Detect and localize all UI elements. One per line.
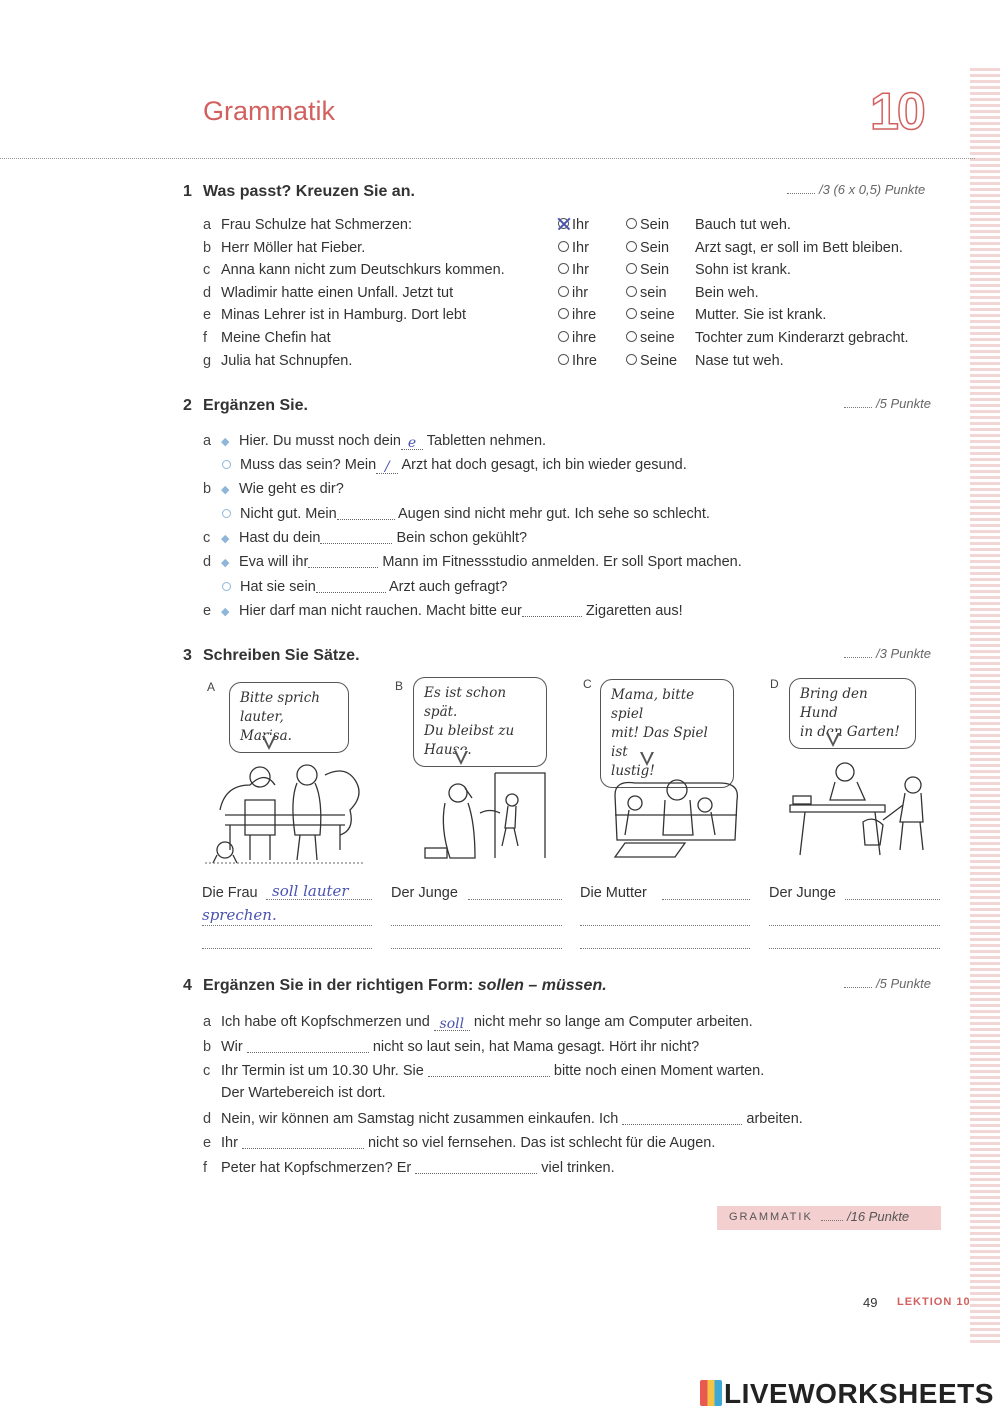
speech-bubble <box>229 682 349 753</box>
option-label: seine <box>640 330 675 346</box>
answer-line[interactable] <box>468 899 562 900</box>
section-2-heading: Ergänzen Sie. <box>203 397 308 414</box>
section-4-title <box>183 977 607 995</box>
answer-blank[interactable] <box>316 578 386 593</box>
item-letter: g <box>203 353 212 369</box>
item-text: Ihr Termin ist um 10.30 Uhr. Sie <box>221 1063 424 1079</box>
section-2-title <box>183 397 308 415</box>
total-points <box>821 1209 909 1224</box>
radio-circle-icon[interactable] <box>626 218 637 229</box>
line-text: Hier darf man nicht rauchen. Macht bitte eur <box>239 603 522 619</box>
section-4-heading-emphasis: sollen – müssen. <box>477 977 607 994</box>
answer-blank[interactable] <box>428 1062 550 1077</box>
lesson-number: 10 <box>870 83 924 141</box>
answer-line[interactable] <box>391 925 562 926</box>
item-text: Meine Chefin hat <box>221 330 331 346</box>
option-1[interactable] <box>558 353 597 369</box>
list-item <box>203 330 331 346</box>
option-2[interactable] <box>626 353 677 369</box>
line-text: Arzt auch gefragt? <box>389 579 508 595</box>
item-text: Wladimir hatte einen Unfall. Jetzt tut <box>221 285 454 301</box>
item-text: Herr Möller hat Fieber. <box>221 240 366 256</box>
section-3-title <box>183 647 360 665</box>
dialog-line-d1: d ◆ Eva will ihr Mann im Fitnessstudio anmelden. Er soll Sport machen. <box>203 554 742 570</box>
section-3-number: 3 <box>183 647 192 664</box>
dialog-line-a1: a ◆ Hier. Du musst noch dein e Tabletten nehmen. <box>203 433 547 451</box>
item-rest: Bein weh. <box>695 285 759 301</box>
bubble-tail <box>826 733 840 747</box>
option-1[interactable] <box>558 307 596 323</box>
radio-circle-icon[interactable] <box>626 331 637 342</box>
item-letter: e <box>203 1135 212 1151</box>
item-text: Ich habe oft Kopfschmerzen und <box>221 1014 430 1030</box>
radio-circle-icon[interactable] <box>558 241 569 252</box>
option-label: Ihr <box>572 262 589 278</box>
answer-blank[interactable] <box>247 1038 369 1053</box>
diamond-icon: ◆ <box>221 533 230 545</box>
item-text: Nein, wir können am Samstag nicht zusammen einkaufen. Ich <box>221 1111 619 1127</box>
item-text: bitte noch einen Moment warten. <box>553 1063 765 1079</box>
option-label: Ihr <box>572 240 589 256</box>
section-1-points <box>787 182 925 197</box>
bubble-line: Mama, bitte spiel <box>611 687 695 722</box>
section-4-heading: Ergänzen Sie in der richtigen Form: <box>203 977 478 994</box>
diamond-icon: ◆ <box>221 606 230 618</box>
dialog-line-d2 <box>203 578 508 595</box>
item-text: nicht so laut sein, hat Mama gesagt. Hört ihr nicht? <box>372 1039 700 1055</box>
option-1[interactable] <box>558 330 596 346</box>
answer-blank[interactable] <box>622 1110 742 1125</box>
page-edge-pattern <box>970 68 1000 1343</box>
bubble-tail <box>262 736 276 750</box>
option-label: Seine <box>640 353 678 369</box>
line-text: Wie geht es dir? <box>239 481 344 497</box>
answer-line[interactable] <box>845 899 940 900</box>
radio-circle-icon[interactable] <box>626 286 637 297</box>
radio-circle-icon[interactable] <box>626 308 637 319</box>
illustration-woman-phone-boy <box>420 768 560 868</box>
bubble-line: Hause. <box>424 742 472 758</box>
option-1[interactable] <box>558 262 589 278</box>
answer-line[interactable] <box>391 948 562 949</box>
points-text: /16 Punkte <box>847 1209 910 1224</box>
item-letter: f <box>203 1160 208 1176</box>
option-1[interactable] <box>558 285 588 301</box>
answer-line[interactable] <box>580 925 750 926</box>
item-letter: d <box>203 285 212 301</box>
option-label: Ihre <box>572 353 597 369</box>
line-text: Zigaretten aus! <box>585 603 683 619</box>
option-label: sein <box>640 285 667 301</box>
answer-blank[interactable] <box>434 1016 470 1031</box>
bubble-line: mit! Das Spiel ist <box>611 725 708 760</box>
option-label: Sein <box>640 262 670 278</box>
points-blank[interactable] <box>844 407 872 408</box>
line-text: Nicht gut. Mein <box>240 506 337 522</box>
lesson-label: LEKTION 10 <box>897 1296 971 1308</box>
item-letter: d <box>203 1111 212 1127</box>
option-label: ihre <box>572 330 597 346</box>
list-item <box>203 1038 699 1055</box>
answer-blank[interactable] <box>242 1134 364 1149</box>
bubble-line: in den Garten! <box>800 724 900 740</box>
answer-blank[interactable] <box>337 505 395 520</box>
section-2-points <box>844 396 931 411</box>
panel-label: B <box>395 679 404 693</box>
answer-blank[interactable] <box>308 553 378 568</box>
points-text: /5 Punkte <box>876 976 931 991</box>
line-text: Augen sind nicht mehr gut. Ich sehe so schlecht. <box>397 506 710 522</box>
item-rest: Nase tut weh. <box>695 353 784 369</box>
item-text: Minas Lehrer ist in Hamburg. Dort lebt <box>221 307 466 323</box>
points-text: /3 (6 x 0,5) Punkte <box>819 182 926 197</box>
option-label: Sein <box>640 240 670 256</box>
list-item <box>203 1062 764 1079</box>
bubble-line: lauter, Marisa. <box>240 709 292 744</box>
points-blank[interactable] <box>844 657 872 658</box>
handwritten-answer: soll lauter <box>272 882 349 900</box>
panel-label: A <box>207 680 216 694</box>
line-text: Tabletten nehmen. <box>426 433 547 449</box>
answer-line[interactable] <box>580 948 750 949</box>
answer-blank[interactable] <box>401 435 423 450</box>
radio-circle-icon[interactable] <box>558 286 569 297</box>
answer-subject: Der Junge <box>769 885 836 901</box>
line-text: Mann im Fitnessstudio anmelden. Er soll Sport machen. <box>382 554 742 570</box>
answer-subject: Die Mutter <box>580 885 647 901</box>
item-text: Peter hat Kopfschmerzen? Er <box>221 1160 412 1176</box>
circle-bullet-icon <box>222 460 231 469</box>
circle-bullet-icon <box>222 509 231 518</box>
panel-label: C <box>583 677 592 691</box>
radio-circle-icon[interactable] <box>558 354 569 365</box>
section-3-points <box>844 646 931 661</box>
list-item <box>203 240 365 256</box>
illustration-couple-on-bench <box>205 755 365 867</box>
line-text: Eva will ihr <box>239 554 309 570</box>
points-text: /5 Punkte <box>876 396 931 411</box>
item-text: Der Wartebereich ist dort. <box>221 1085 386 1101</box>
option-2[interactable] <box>626 307 675 323</box>
item-letter: b <box>203 1039 212 1055</box>
section-1-title <box>183 183 415 201</box>
item-rest: Sohn ist krank. <box>695 262 791 278</box>
section-1-heading: Was passt? Kreuzen Sie an. <box>203 183 415 200</box>
line-text: Hier. Du musst noch dein <box>239 433 401 449</box>
answer-blank[interactable] <box>320 529 392 544</box>
dialog-line-b2 <box>203 505 710 522</box>
answer-line[interactable] <box>202 925 372 926</box>
answer-subject: Die Frau <box>202 885 258 901</box>
option-label: seine <box>640 307 675 323</box>
item-text: nicht so viel fernsehen. Das ist schlecht für die Augen. <box>367 1135 716 1151</box>
bubble-line: Bring den Hund <box>800 686 868 721</box>
item-letter: b <box>203 240 212 256</box>
radio-circle-icon[interactable] <box>626 263 637 274</box>
item-letter: c <box>203 1063 211 1079</box>
bubble-line: lustig! <box>611 763 655 779</box>
option-2[interactable] <box>626 240 669 256</box>
line-text: Bein schon gekühlt? <box>396 530 528 546</box>
section-4-number: 4 <box>183 977 192 994</box>
dialog-line-c1: c ◆ Hast du dein Bein schon gekühlt? <box>203 530 528 546</box>
section-4-points <box>844 976 931 991</box>
item-text: nicht mehr so lange am Computer arbeiten. <box>473 1014 753 1030</box>
radio-circle-icon[interactable] <box>558 263 569 274</box>
illustration-mother-on-sofa <box>605 765 745 865</box>
bubble-tail <box>454 751 468 765</box>
diamond-icon: ◆ <box>221 436 230 448</box>
dialog-line-a2 <box>203 457 687 474</box>
speech-bubble <box>789 678 916 749</box>
radio-circle-icon[interactable] <box>558 308 569 319</box>
option-label: Ihr <box>572 217 589 233</box>
answer-blank[interactable] <box>522 602 582 617</box>
diamond-icon: ◆ <box>221 557 230 569</box>
radio-circle-icon[interactable] <box>558 331 569 342</box>
bubble-line: Bitte sprich <box>240 690 320 706</box>
answer-line[interactable] <box>769 948 940 949</box>
option-2[interactable] <box>626 285 667 301</box>
list-item <box>203 1110 803 1127</box>
bubble-line: Es ist schon spät. <box>424 685 507 720</box>
list-item-continuation <box>203 1085 386 1101</box>
bubble-tail <box>640 752 654 766</box>
header-divider <box>0 158 975 159</box>
points-text: /3 Punkte <box>876 646 931 661</box>
logo-icon <box>700 1380 722 1406</box>
option-2[interactable] <box>626 262 669 278</box>
item-text: Frau Schulze hat Schmerzen: <box>221 217 413 233</box>
item-letter: c <box>203 262 211 278</box>
item-text: Anna kann nicht zum Deutschkurs kommen. <box>221 262 505 278</box>
handwritten-answer: / <box>384 459 390 475</box>
list-item <box>203 1014 753 1031</box>
dialog-line-e1: e ◆ Hier darf man nicht rauchen. Macht bitte eur Zigaretten aus! <box>203 603 683 619</box>
speech-bubble <box>413 677 547 767</box>
item-rest: Bauch tut weh. <box>695 217 791 233</box>
list-item <box>203 353 352 369</box>
item-text: Wir <box>221 1039 243 1055</box>
option-label: ihre <box>572 307 597 323</box>
line-text: Muss das sein? Mein <box>240 457 377 473</box>
diamond-icon: ◆ <box>221 484 230 496</box>
option-1[interactable] <box>558 217 589 233</box>
option-label: ihr <box>572 285 589 301</box>
radio-circle-icon[interactable] <box>626 241 637 252</box>
circle-bullet-icon <box>222 582 231 591</box>
points-blank[interactable] <box>821 1220 843 1221</box>
checked-circle-icon[interactable] <box>558 218 569 229</box>
item-letter: a <box>203 217 212 233</box>
list-item <box>203 262 505 278</box>
answer-line[interactable] <box>662 899 750 900</box>
option-label: Sein <box>640 217 670 233</box>
answer-blank[interactable] <box>415 1159 537 1174</box>
item-letter: a <box>203 1014 212 1030</box>
answer-line[interactable] <box>769 925 940 926</box>
list-item <box>203 217 412 233</box>
panel-label: D <box>770 677 779 691</box>
liveworksheets-logo <box>700 1378 994 1410</box>
line-text: Hast du dein <box>239 530 321 546</box>
dialog-line-b1: b ◆ Wie geht es dir? <box>203 481 344 497</box>
item-text: Ihr <box>221 1135 238 1151</box>
section-1-number: 1 <box>183 183 192 200</box>
page-number: 49 <box>863 1295 878 1310</box>
item-text: Julia hat Schnupfen. <box>221 353 353 369</box>
option-1[interactable] <box>558 240 589 256</box>
illustration-boy-with-dog <box>785 760 935 865</box>
list-item <box>203 1134 715 1151</box>
section-2-number: 2 <box>183 397 192 414</box>
page-title: Grammatik <box>203 96 336 126</box>
section-3-heading: Schreiben Sie Sätze. <box>203 647 360 664</box>
item-letter: e <box>203 307 212 323</box>
item-rest: Arzt sagt, er soll im Bett bleiben. <box>695 240 903 256</box>
option-2[interactable] <box>626 330 675 346</box>
logo-text: LIVEWORKSHEETS <box>724 1378 994 1409</box>
answer-subject: Der Junge <box>391 885 458 901</box>
radio-circle-icon[interactable] <box>626 354 637 365</box>
points-blank[interactable] <box>844 987 872 988</box>
points-blank[interactable] <box>787 193 815 194</box>
option-2[interactable] <box>626 217 669 233</box>
list-item <box>203 307 466 323</box>
item-rest: Tochter zum Kinderarzt gebracht. <box>695 330 909 346</box>
item-rest: Mutter. Sie ist krank. <box>695 307 827 323</box>
line-text: Arzt hat doch gesagt, ich bin wieder gesund. <box>401 457 687 473</box>
item-letter: f <box>203 330 208 346</box>
list-item <box>203 285 453 301</box>
handwritten-answer: e <box>407 435 417 451</box>
total-label: GRAMMATIK <box>729 1211 813 1223</box>
handwritten-answer: sprechen. <box>202 906 277 924</box>
item-text: arbeiten. <box>746 1111 803 1127</box>
line-text: Hat sie sein <box>240 579 316 595</box>
handwritten-answer: soll <box>439 1016 465 1032</box>
total-points-box <box>717 1206 941 1230</box>
answer-line[interactable] <box>202 948 372 949</box>
bubble-line: Du bleibst zu <box>424 723 515 739</box>
item-text: viel trinken. <box>541 1160 615 1176</box>
answer-blank[interactable] <box>376 459 398 474</box>
list-item <box>203 1159 615 1176</box>
